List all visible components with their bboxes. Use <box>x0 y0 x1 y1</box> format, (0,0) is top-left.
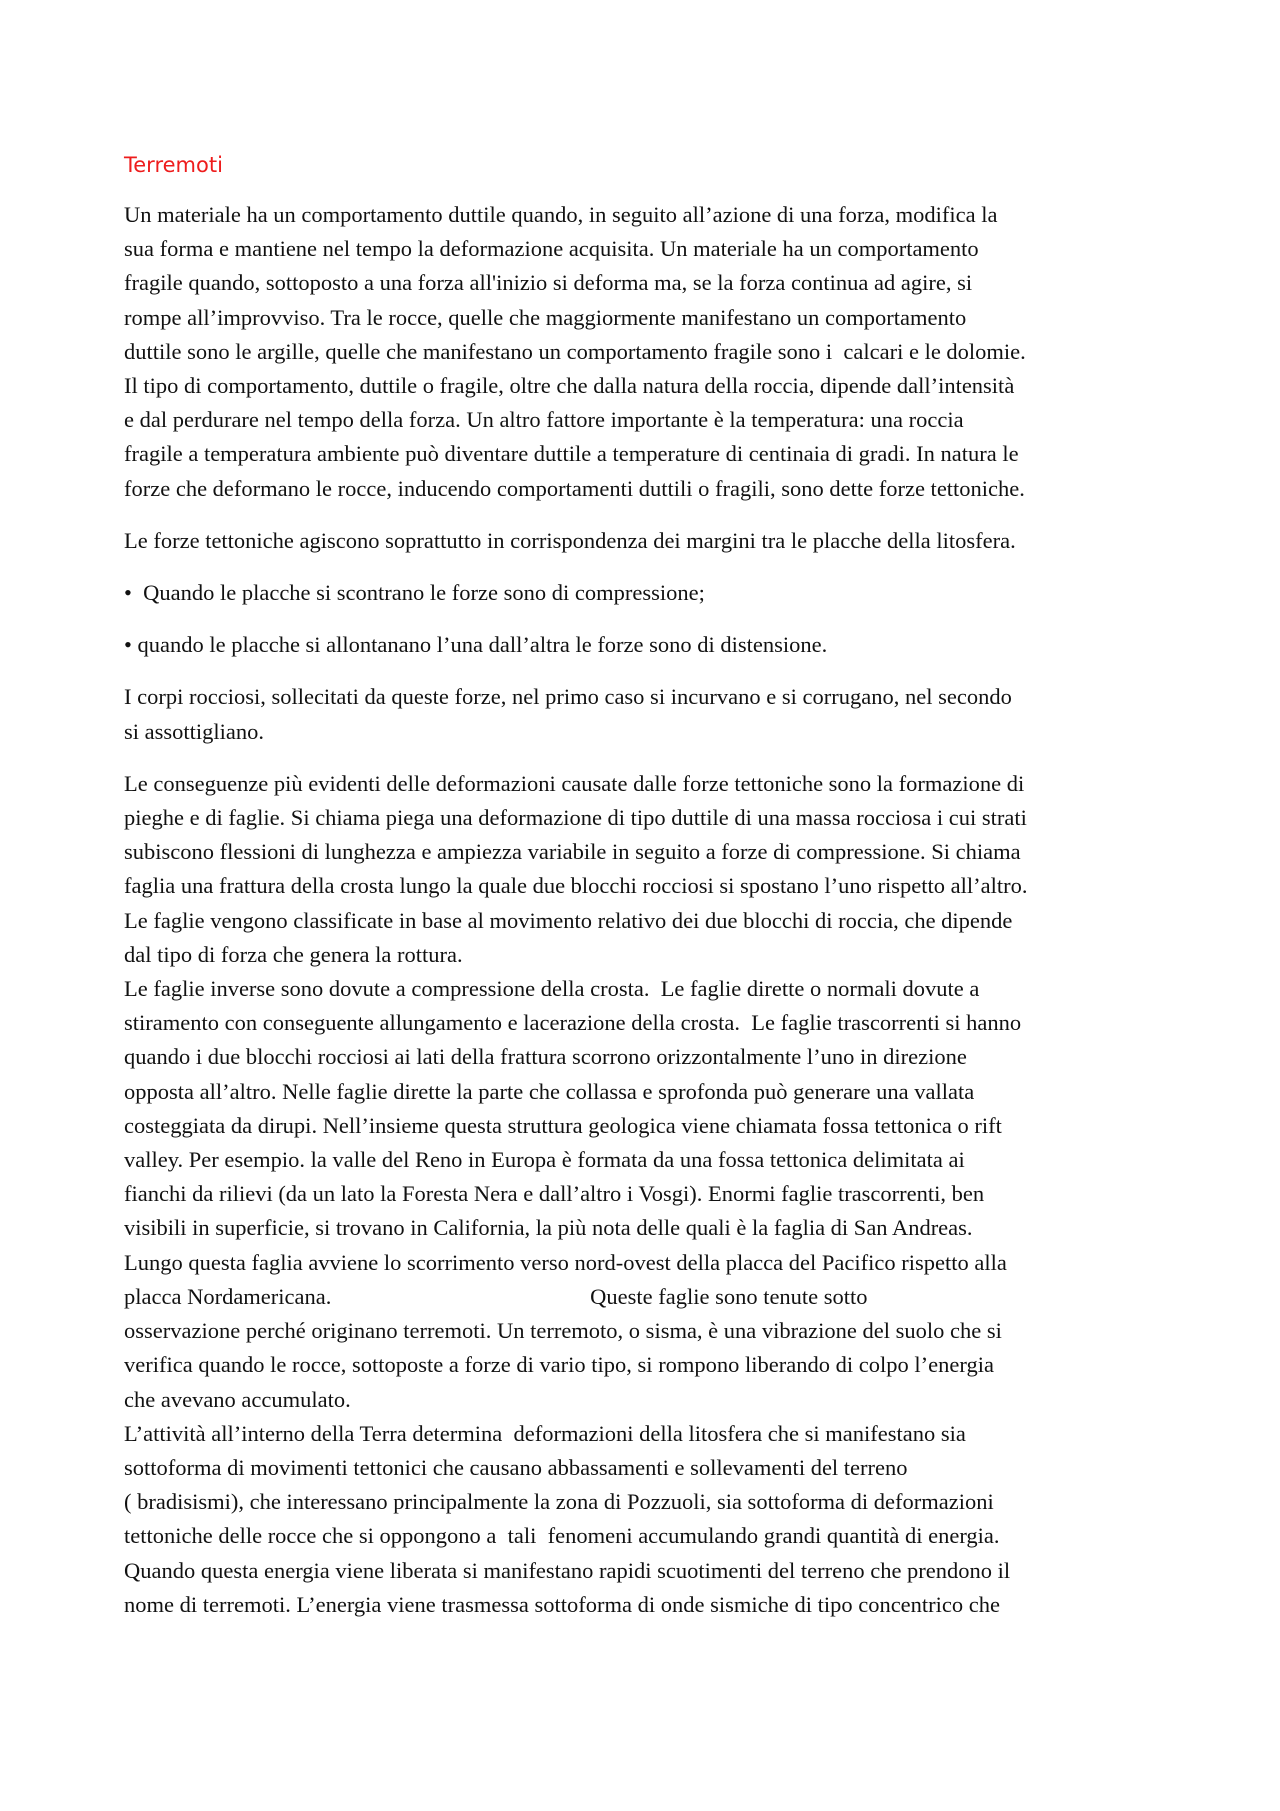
document-page <box>124 150 1174 1622</box>
paragraph-folds-faults-earthquakes: Le conseguenze più evidenti delle deformazioni causate dalle forze tettoniche sono la formazione di pieghe e di faglie. Si chiama piega una deformazione di tipo duttile di una massa rocciosa i cui strati subiscono flessioni di lunghezza e ampiezza variabile in seguito a forze di compressione. Si chiama faglia una frattura della crosta lungo la quale due blocchi rocciosi si spostano l’uno rispetto all’altro. Le faglie vengono classificate in base al movimento relativo dei due blocchi di roccia, che dipende dal tipo di forza che genera la rottura. Le faglie inverse sono dovute a compressione della crosta. Le faglie dirette o normali dovute a stiramento con conseguente allungamento e lacerazione della crosta. Le faglie trascorrenti si hanno quando i due blocchi rocciosi ai lati della frattura scorrono orizzontalmente l’uno in direzione opposta all’altro. Nelle faglie dirette la parte che collassa e sprofonda può generare una vallata costeggiata da dirupi. Nell’insieme questa struttura geologica viene chiamata fossa tettonica o rift valley. Per esempio. la valle del Reno in Europa è formata da una fossa tettonica delimitata ai fianchi da rilievi (da un lato la Foresta Nera e dall’altro i Vosgi). Enormi faglie trascorrenti, ben visibili in superficie, si trovano in California, la più nota delle quali è la faglia di San Andreas. Lungo questa faglia avviene lo scorrimento verso nord-ovest della placca del Pacifico rispetto alla placca Nordamericana. Queste faglie sono tenute sotto osservazione perché originano terremoti. Un terremoto, o sisma, è una vibrazione del suolo che si verifica quando le rocce, sottoposte a forze di vario tipo, si rompono liberando di colpo l’energia che avevano accumulato. L’attività all’interno della Terra determina deformazioni della litosfera che si manifestano sia sottoforma di movimenti tettonici che causano abbassamenti e sollevamenti del terreno ( bradisismi), che interessano principalmente la zona di Pozzuoli, sia sottoforma di deformazioni tettoniche delle rocce che si oppongono a tali fenomeni accumulando grandi quantità di energia. Quando questa energia viene liberata si manifestano rapidi scuotimenti del terreno che prendono il nome di terremoti. L’energia viene trasmessa sottoforma di onde sismiche di tipo concentrico che <box>124 770 1028 1617</box>
document-title: Terremoti <box>124 153 223 177</box>
paragraph-ductile-fragile: Un materiale ha un comportamento duttile quando, in seguito all’azione di una forza, modifica la sua forma e mantiene nel tempo la deformazione acquisita. Un materiale ha un comportamento fragile quando, sottoposto a una forza all'inizio si deforma ma, se la forza continua ad agire, si rompe all’improvviso. Tra le rocce, quelle che maggiormente manifestano un comportamento duttile sono le argille, quelle che manifestano un comportamento fragile sono i calcari e le dolomie. Il tipo di comportamento, duttile o fragile, oltre che dalla natura della roccia, dipende dall’intensità e dal perdurare nel tempo della forza. Un altro fattore importante è la temperatura: una roccia fragile a temperatura ambiente può diventare duttile a temperature di centinaia di gradi. In natura le forze che deformano le rocce, inducendo comportamenti duttili o fragili, sono dette forze tettoniche. <box>124 202 1026 501</box>
paragraph-rock-bodies: I corpi rocciosi, sollecitati da queste forze, nel primo caso si incurvano e si corrugano, nel secondo si assottigliano. <box>124 684 1012 744</box>
paragraph-spacer <box>124 558 1174 576</box>
bullet-distension: • quando le placche si allontanano l’una dall’altra le forze sono di distensione. <box>124 632 828 658</box>
paragraph-spacer <box>124 610 1174 628</box>
bullet-compression: • Quando le placche si scontrano le forze sono di compressione; <box>124 580 705 606</box>
paragraph-tectonic-forces: Le forze tettoniche agiscono soprattutto in corrispondenza dei margini tra le placche della litosfera. <box>124 527 1016 553</box>
paragraph-spacer <box>124 662 1174 680</box>
paragraph-spacer <box>124 506 1174 524</box>
paragraph-spacer <box>124 749 1174 767</box>
